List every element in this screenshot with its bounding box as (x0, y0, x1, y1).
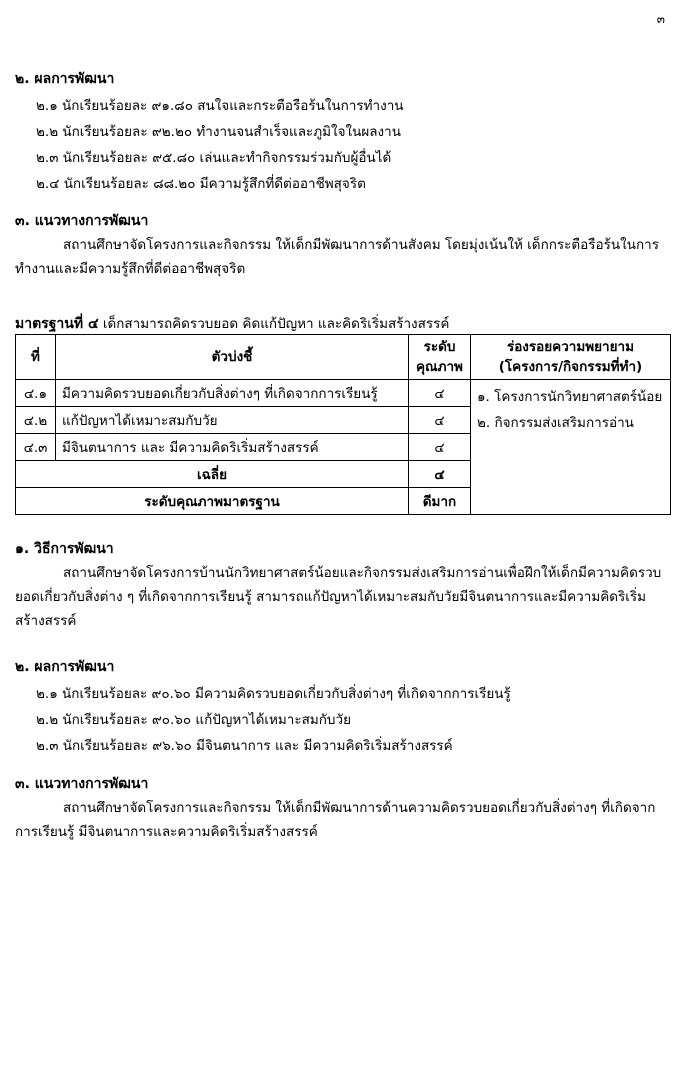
guideline-text-2: สถานศึกษาจัดโครงการและกิจกรรม ให้เด็กมีพัฒนาการด้านความคิดรวบยอดเกี่ยวกับสิ่งต่างๆ ที่เกิดจากการเรียนรู้ มีจินตนาการและความคิดริเริ่มสร้างสรรค์ (15, 800, 656, 840)
result-item: ๒.๔ นักเรียนร้อยละ ๘๘.๒๐ มีความรู้สึกที่ดีต่ออาชีพสุจริต (36, 176, 366, 192)
result-item: ๒.๑ นักเรียนร้อยละ ๙๐.๖๐ มีความคิดรวบยอดเกี่ยวกับสิ่งต่างๆ ที่เกิดจากการเรียนรู้ (36, 686, 511, 702)
header-no: ที่ (16, 335, 56, 380)
method-heading: ๑. วิธีการพัฒนา (15, 541, 114, 557)
effort-cell (470, 380, 670, 515)
method-text: สถานศึกษาจัดโครงการบ้านนักวิทยาศาสตร์น้อยและกิจกรรมส่งเสริมการอ่านเพื่อฝึกให้เด็กมีความคิดรวบยอดเกี่ยวกับสิ่งต่าง ๆ ที่เกิดจากการเรียนรู้ สามารถแก้ปัญหาได้เหมาะสมกับวัยมีจินตนาการและมีความคิดริเริ่มสร้างสรรค์ (15, 565, 662, 629)
average-value: ๔ (409, 461, 471, 488)
result-item: ๒.๑ นักเรียนร้อยละ ๙๑.๘๐ สนใจและกระตือรือร้นในการทำงาน (36, 98, 404, 114)
row-level: ๔ (409, 434, 471, 461)
quality-value: ดีมาก (409, 488, 471, 515)
row-indicator: แก้ปัญหาได้เหมาะสมกับวัย (55, 407, 408, 434)
standard-table (15, 334, 671, 515)
table-header-row (16, 335, 671, 380)
table-row (16, 380, 671, 407)
guideline-paragraph (15, 233, 677, 281)
header-level-line1: ระดับ (423, 339, 456, 355)
method-paragraph (15, 561, 677, 633)
standard-caption (15, 312, 449, 335)
guideline-paragraph-2 (15, 796, 677, 844)
result-item: ๒.๒ นักเรียนร้อยละ ๙๐.๖๐ แก้ปัญหาได้เหมาะสมกับวัย (36, 712, 351, 728)
average-label: เฉลี่ย (16, 461, 409, 488)
row-no: ๔.๓ (16, 434, 56, 461)
header-effort (470, 335, 670, 380)
row-no: ๔.๒ (16, 407, 56, 434)
guideline-heading-2: ๓. แนวทางการพัฒนา (15, 776, 149, 792)
header-effort-line2: (โครงการ/กิจกรรมที่ทำ) (498, 359, 643, 375)
header-indicator: ตัวบ่งชี้ (55, 335, 408, 380)
results-heading-2: ๒. ผลการพัฒนา (15, 659, 115, 675)
results-heading: ๒. ผลการพัฒนา (15, 71, 115, 87)
effort-item: ๑. โครงการนักวิทยาศาสตร์น้อย (476, 389, 663, 405)
page-number: ๓ (656, 12, 665, 26)
header-level-line2: คุณภาพ (416, 359, 463, 375)
result-item: ๒.๓ นักเรียนร้อยละ ๙๕.๘๐ เล่นและทำกิจกรรมร่วมกับผู้อื่นได้ (36, 150, 392, 166)
quality-label: ระดับคุณภาพมาตรฐาน (16, 488, 409, 515)
row-indicator: มีจินตนาการ และ มีความคิดริเริ่มสร้างสรรค์ (55, 434, 408, 461)
guideline-heading: ๓. แนวทางการพัฒนา (15, 213, 149, 229)
standard-label: มาตรฐานที่ ๔ (15, 316, 99, 332)
header-level (409, 335, 471, 380)
row-no: ๔.๑ (16, 380, 56, 407)
row-indicator: มีความคิดรวบยอดเกี่ยวกับสิ่งต่างๆ ที่เกิดจากการเรียนรู้ (55, 380, 408, 407)
header-effort-line1: ร่องรอยความพยายาม (506, 339, 635, 355)
effort-item: ๒. กิจกรรมส่งเสริมการอ่าน (476, 415, 634, 431)
result-item: ๒.๒ นักเรียนร้อยละ ๙๒.๒๐ ทำงานจนสำเร็จและภูมิใจในผลงาน (36, 124, 401, 140)
row-level: ๔ (409, 380, 471, 407)
row-level: ๔ (409, 407, 471, 434)
result-item: ๒.๓ นักเรียนร้อยละ ๙๖.๖๐ มีจินตนาการ และ มีความคิดริเริ่มสร้างสรรค์ (36, 738, 453, 754)
standard-title: เด็กสามารถคิดรวบยอด คิดแก้ปัญหา และคิดริเริ่มสร้างสรรค์ (102, 316, 450, 332)
guideline-text: สถานศึกษาจัดโครงการและกิจกรรม ให้เด็กมีพัฒนาการด้านสังคม โดยมุ่งเน้นให้ เด็กกระตือรือร้นในการทำงานและมีความรู้สึกที่ดีต่ออาชีพสุจริต (15, 237, 659, 277)
